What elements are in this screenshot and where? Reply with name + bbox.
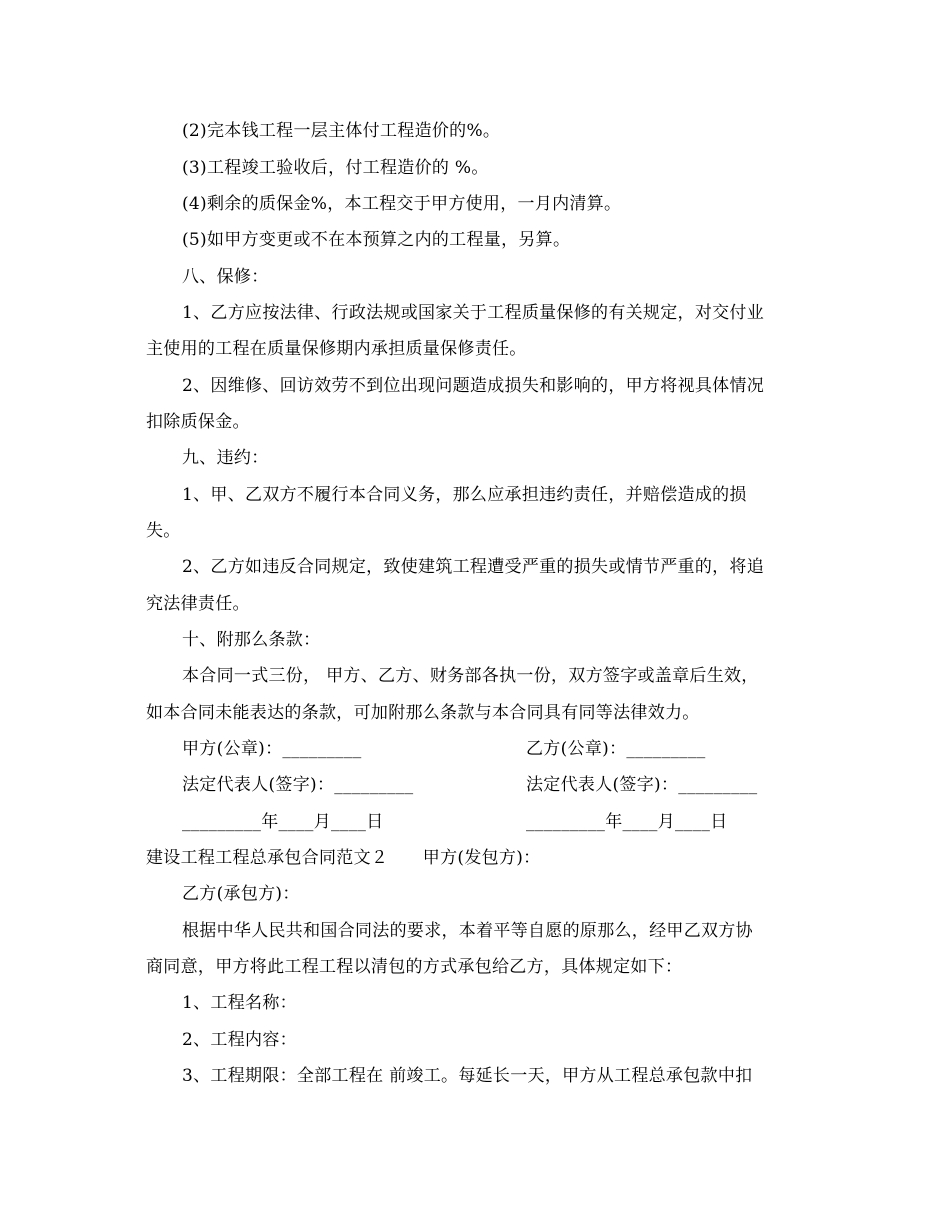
second-contract-title: 建设工程工程总承包合同范文２ 甲方(发包方)：	[146, 848, 541, 868]
payment-clause-5: (5)如甲方变更或不在本预算之内的工程量，另算。	[182, 230, 571, 250]
party-a-date: _________年____月____日	[182, 812, 384, 832]
breach-clause-1: 1、甲、乙双方不履行本合同义务，那么应承担违约责任，并赔偿造成的损	[182, 485, 747, 505]
party-a-representative: 法定代表人(签字)：_________	[182, 775, 414, 795]
party-b-representative: 法定代表人(签字)：_________	[526, 775, 758, 795]
warranty-clause-2: 2、因维修、回访效劳不到位出现问题造成损失和影响的，甲方将视具体情况	[182, 376, 765, 396]
warranty-clause-2-cont: 扣除质保金。	[146, 412, 250, 432]
project-period-clause: 3、工程期限：全部工程在 前竣工。每延长一天，甲方从工程总承包款中扣	[182, 1066, 753, 1086]
section-heading-additional: 十、附那么条款：	[182, 630, 321, 650]
section-heading-warranty: 八、保修：	[182, 267, 269, 287]
project-content-clause: 2、工程内容：	[182, 1030, 297, 1050]
party-b-seal: 乙方(公章)：_________	[526, 739, 706, 759]
payment-clause-4: (4)剩余的质保金%，本工程交于甲方使用，一月内清算。	[182, 194, 622, 214]
warranty-clause-1: 1、乙方应按法律、行政法规或国家关于工程质量保修的有关规定，对交付业	[182, 303, 765, 323]
party-a-seal: 甲方(公章)：_________	[182, 739, 362, 759]
preamble-cont: 商同意，甲方将此工程工程以清包的方式承包给乙方，具体规定如下：	[146, 957, 683, 977]
breach-clause-1-cont: 失。	[146, 521, 181, 541]
additional-clause-cont: 如本合同未能表达的条款，可加附那么条款与本合同具有同等法律效力。	[146, 703, 700, 723]
preamble: 根据中华人民共和国合同法的要求，本着平等自愿的原那么，经甲乙双方协	[182, 921, 753, 941]
section-heading-breach: 九、违约：	[182, 448, 269, 468]
breach-clause-2: 2、乙方如违反合同规定，致使建筑工程遭受严重的损失或情节严重的，将追	[182, 557, 765, 577]
breach-clause-2-cont: 究法律责任。	[146, 594, 250, 614]
party-b-date: _________年____月____日	[526, 812, 728, 832]
contractor-party: 乙方(承包方)：	[182, 884, 300, 904]
payment-clause-3: (3)工程竣工验收后，付工程造价的 %。	[182, 158, 489, 178]
warranty-clause-1-cont: 主使用的工程在质量保修期内承担质量保修责任。	[146, 339, 527, 359]
additional-clause: 本合同一式三份， 甲方、乙方、财务部各执一份，双方签字或盖章后生效，	[182, 666, 759, 686]
payment-clause-2: (2)完本钱工程一层主体付工程造价的%。	[182, 121, 501, 141]
project-name-clause: 1、工程名称：	[182, 993, 297, 1013]
